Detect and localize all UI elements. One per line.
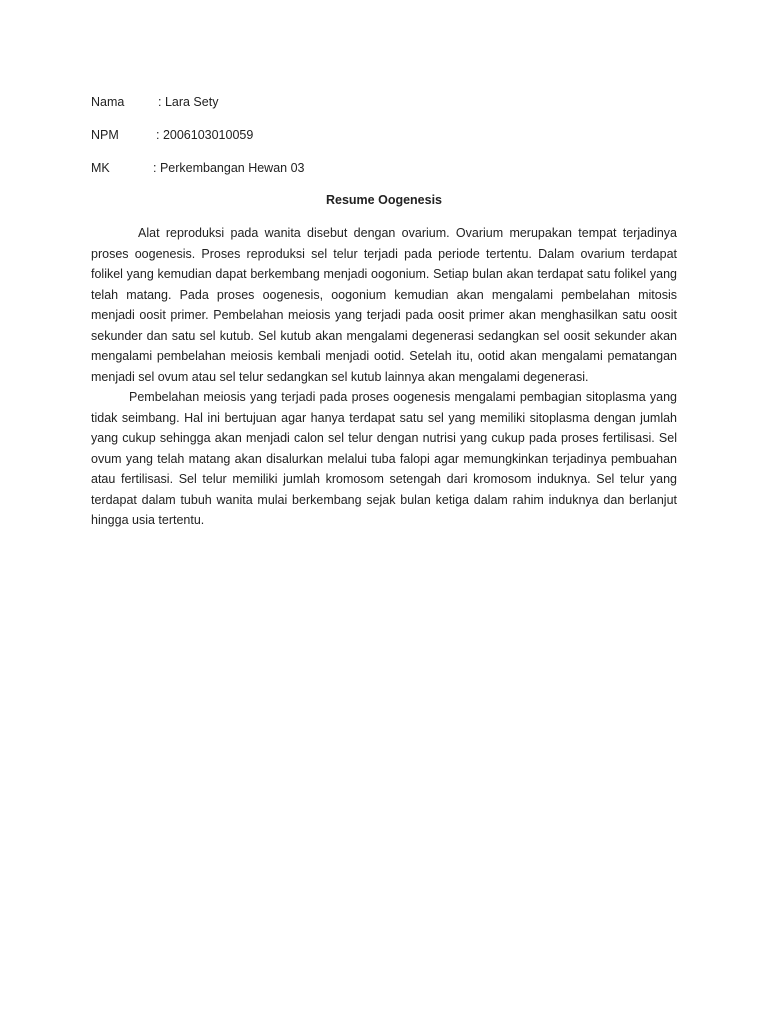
paragraph-2: Pembelahan meiosis yang terjadi pada proses oogenesis mengalami pembagian sitoplasma yang tidak seimbang. Hal ini bertujuan agar hanya terdapat satu sel yang memiliki sitoplasma dengan jumlah yang cukup sehingga akan menjadi calon sel telur dengan nutrisi yang cukup pada proses fertilisasi. Sel ovum yang telah matang akan disalurkan melalui tuba falopi agar memungkinkan terjadinya pembuahan atau fertilisasi. Sel telur memiliki jumlah kromosom setengah dari kromosom induknya. Sel telur yang terdapat dalam tubuh wanita mulai berkembang sejak bulan ketiga dalam rahim induknya dan berlanjut hingga usia tertentu. [91,390,677,527]
meta-value-nama: : Lara Sety [158,95,219,109]
meta-row-mk [91,160,305,176]
meta-row-npm [91,127,254,143]
meta-row-nama [91,94,219,110]
meta-label-npm: NPM [91,128,119,142]
meta-value-npm: : 2006103010059 [156,128,254,142]
document-title: Resume Oogenesis [325,193,442,207]
meta-label-nama: Nama [91,95,125,109]
paragraph-1: Alat reproduksi pada wanita disebut dengan ovarium. Ovarium merupakan tempat terjadinya proses oogenesis. Proses reproduksi sel telur terjadi pada periode tertentu. Dalam ovarium terdapat folikel yang kemudian dapat berkembang menjadi oogonium. Setiap bulan akan terdapat satu folikel yang telah matang. Pada proses oogenesis, oogonium kemudian akan mengalami pembelahan mitosis menjadi oosit primer. Pembelahan meiosis yang terjadi pada oosit primer akan menghasilkan satu oosit sekunder dan satu sel kutub. Sel kutub akan mengalami degenerasi sedangkan sel oosit sekunder akan mengalami pembelahan meiosis kembali menjadi ootid. Setelah itu, ootid akan mengalami pematangan menjadi sel ovum atau sel telur sedangkan sel kutub lainnya akan mengalami degenerasi. [91,226,677,384]
meta-label-mk: MK [91,161,110,175]
document-body [91,223,677,531]
meta-value-mk: : Perkembangan Hewan 03 [153,161,305,175]
